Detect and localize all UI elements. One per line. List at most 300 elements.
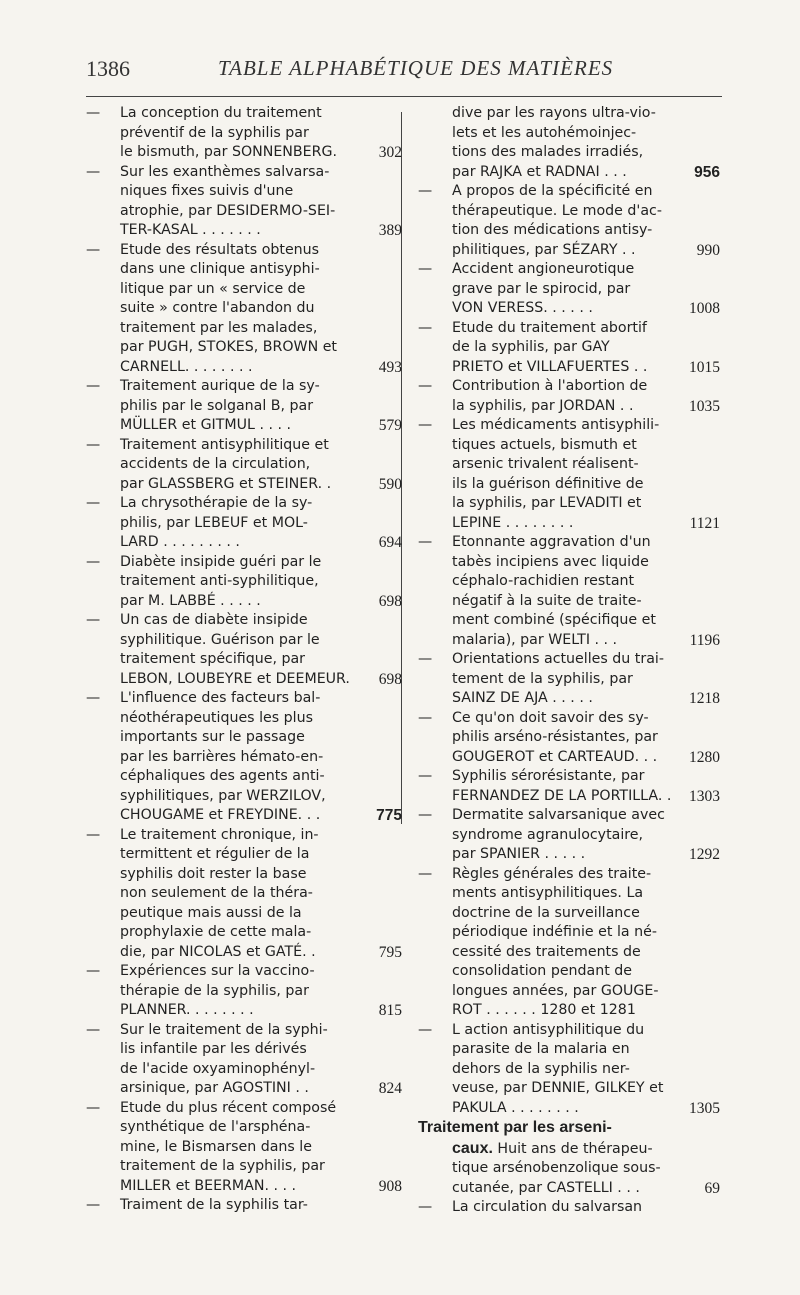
entry-line: [120, 1040, 392, 1060]
entry-text: par PUGH, STOKES, BROWN et: [120, 339, 337, 355]
entry-text: dive par les rayons ultra-vio-: [452, 105, 656, 121]
entry-line: [452, 904, 748, 924]
index-entry: [418, 182, 748, 260]
entry-text: philitiques, par SÉZARY . .: [452, 241, 636, 258]
entry-line: [120, 221, 402, 241]
entry-text: consolidation pendant de: [452, 963, 633, 979]
entry-line: [120, 182, 392, 202]
entry-text: prophylaxie de cette mala-: [120, 924, 312, 940]
entry-line: [86, 689, 392, 709]
right-column: [418, 104, 748, 1218]
entry-dash: —: [86, 436, 101, 453]
page-reference: 795: [378, 943, 402, 961]
entry-line: [452, 1099, 748, 1119]
entry-text: Expériences sur la vaccino-: [120, 963, 315, 979]
entry-line: [120, 202, 392, 222]
entry-text: Traitement aurique de la sy-: [120, 378, 320, 394]
page-reference: 493: [378, 358, 402, 376]
entry-line: [120, 1001, 402, 1021]
entry-text: Diabète insipide guéri par le: [120, 553, 322, 570]
entry-line: [120, 475, 402, 495]
entry-text: Sur les exanthèmes salvarsa-: [120, 163, 330, 180]
entry-line: [120, 1118, 392, 1138]
entry-dash: —: [418, 807, 433, 823]
entry-line: [120, 709, 392, 729]
entry-text: thérapie de la syphilis, par: [120, 982, 309, 999]
entry-text: niques fixes suivis d'une: [120, 183, 294, 199]
entry-text: peutique mais aussi de la: [120, 904, 302, 921]
entry-text: de l'acide oxyaminophényl-: [120, 1060, 316, 1077]
entry-dash: —: [86, 163, 101, 180]
entry-text: ments antisyphilitiques. La: [452, 885, 644, 901]
entry-text: Ce qu'on doit savoir des sy-: [452, 709, 649, 726]
entry-line: [120, 1138, 392, 1158]
entry-line: [452, 689, 748, 709]
entry-dash: —: [418, 261, 433, 277]
entry-line: [452, 611, 748, 631]
entry-text: philis arséno-résistantes, par: [452, 729, 658, 745]
entry-dash: —: [86, 1099, 101, 1116]
entry-line: [452, 826, 748, 846]
section-line: [418, 1139, 748, 1160]
entry-text: traitement anti-syphilitique,: [120, 573, 319, 589]
entry-line: [120, 865, 392, 885]
index-entry: [86, 962, 402, 1021]
entry-text: CARNELL. . . . . . . .: [120, 358, 253, 375]
entry-dash: —: [418, 865, 433, 882]
entry-dash: —: [86, 105, 101, 121]
entry-line: [120, 884, 392, 904]
entry-text: Traitement antisyphilitique et: [120, 436, 329, 453]
entry-text: malaria), par WELTI . . .: [452, 631, 618, 648]
page-reference: 990: [696, 241, 720, 259]
running-title: TABLE ALPHABÉTIQUE DES MATIÈRES: [218, 56, 614, 80]
index-entry: [86, 163, 402, 241]
entry-line: [120, 845, 392, 865]
entry-text: ment combiné (spécifique et: [452, 612, 656, 628]
page-reference: 590: [378, 475, 402, 493]
entry-text: syphilitique. Guérison par le: [120, 631, 320, 648]
index-entry: [86, 1196, 392, 1216]
entry-text: parasite de la malaria en: [452, 1041, 630, 1057]
index-entry: [418, 416, 748, 533]
entry-line: [418, 865, 748, 885]
entry-text: La conception du traitement: [120, 105, 322, 121]
index-entry: [86, 377, 402, 436]
entry-line: [418, 377, 748, 397]
entry-text: Les médicaments antisyphili-: [452, 417, 660, 433]
entry-line: [120, 631, 392, 651]
entry-line: [452, 962, 748, 982]
entry-text: Etonnante aggravation d'un: [452, 534, 651, 550]
entry-line: [86, 436, 392, 456]
entry-text: LARD . . . . . . . . .: [120, 534, 240, 550]
entry-text: la syphilis, par JORDAN . .: [452, 397, 634, 414]
entry-line: [120, 943, 402, 963]
index-entry: [418, 1021, 748, 1119]
index-entry: [418, 319, 748, 378]
entry-line: [120, 397, 392, 417]
entry-line: [452, 572, 748, 592]
section-heading: Traitement par les arseni-: [418, 1119, 612, 1136]
page-reference: 815: [378, 1002, 402, 1019]
index-entry: [418, 767, 748, 806]
entry-text: traitement de la syphilis, par: [120, 1158, 325, 1174]
entry-line: [86, 611, 392, 631]
entry-text: le bismuth, par SONNENBERG.: [120, 144, 337, 160]
index-entry: [418, 865, 748, 1021]
entry-line: [452, 436, 748, 456]
page-reference: 1280: [689, 748, 720, 766]
entry-text: veuse, par DENNIE, GILKEY et: [452, 1080, 664, 1096]
entry-line: [86, 553, 392, 573]
entry-line: [120, 767, 392, 787]
entry-dash: —: [418, 1199, 433, 1215]
page-reference: 302: [378, 144, 402, 161]
entry-text: dans une clinique antisyphi-: [120, 261, 320, 277]
section-line: [418, 1179, 748, 1199]
entry-text: GOUGEROT et CARTEAUD. . .: [452, 748, 658, 765]
entry-line: [452, 338, 748, 358]
index-entry: [86, 611, 402, 689]
entry-line: [452, 553, 748, 573]
page-reference: 1305: [689, 1099, 720, 1117]
entry-line: [86, 1099, 392, 1119]
entry-text: tion des médications antisy-: [452, 222, 653, 238]
entry-text: longues années, par GOUGE-: [452, 982, 659, 999]
continued-entry: [418, 104, 748, 182]
entry-line: [418, 650, 748, 670]
entry-line: [452, 143, 748, 163]
entry-text: tions des malades irradiés,: [452, 144, 644, 160]
entry-dash: —: [418, 319, 433, 336]
entry-line: [452, 728, 748, 748]
page-reference: 1292: [689, 846, 720, 863]
section-arsenicaux: [418, 1118, 748, 1198]
entry-text: MILLER et BEERMAN. . . .: [120, 1177, 297, 1194]
page-reference: 1218: [689, 690, 720, 707]
entry-text: thérapeutique. Le mode d'ac-: [452, 202, 662, 219]
entry-dash: —: [86, 612, 101, 628]
page-reference: 69: [704, 1179, 720, 1197]
entry-line: [452, 923, 748, 943]
entry-line: [452, 104, 748, 124]
entry-text: par GLASSBERG et STEINER. .: [120, 475, 332, 492]
entry-text: tabès incipiens avec liquide: [452, 553, 649, 570]
entry-text: syndrome agranulocytaire,: [452, 826, 644, 843]
entry-text: mine, le Bismarsen dans le: [120, 1138, 312, 1155]
entry-line: [452, 358, 748, 378]
entry-text: lets et les autohémoinjec-: [452, 124, 637, 141]
entry-line: [120, 592, 402, 612]
entry-text: importants sur le passage: [120, 729, 305, 745]
entry-text: Traiment de la syphilis tar-: [120, 1197, 308, 1213]
entry-line: [86, 962, 392, 982]
entry-text: Dermatite salvarsanique avec: [452, 807, 665, 823]
entry-line: [120, 650, 392, 670]
index-entry: [86, 553, 402, 612]
entry-line: [120, 533, 402, 553]
entry-dash: —: [86, 1021, 101, 1038]
entry-line: [452, 514, 748, 534]
page-reference: 908: [378, 1177, 402, 1195]
entry-text: L action antisyphilitique du: [452, 1021, 645, 1038]
page-reference: 389: [378, 222, 402, 239]
section-line: [418, 1159, 748, 1179]
entry-text: CHOUGAME et FREYDINE. . .: [120, 807, 321, 823]
entry-text: par RAJKA et RADNAI . . .: [452, 163, 627, 180]
entry-text: PLANNER. . . . . . . .: [120, 1002, 254, 1018]
entry-text: Le traitement chronique, in-: [120, 826, 319, 843]
entry-text: négatif à la suite de traite-: [452, 592, 642, 609]
entry-line: [120, 299, 392, 319]
entry-line: [452, 748, 748, 768]
entry-dash: —: [418, 651, 433, 667]
entry-text: Règles générales des traite-: [452, 865, 652, 882]
entry-line: [120, 514, 392, 534]
entry-line: [120, 319, 392, 339]
entry-line: [452, 982, 748, 1002]
page-number: 1386: [86, 56, 130, 81]
entry-line: [120, 143, 402, 163]
entry-line: [452, 1001, 748, 1021]
entry-text: Syphilis sérorésistante, par: [452, 768, 645, 784]
section-heading-continuation: caux.: [452, 1139, 493, 1157]
entry-line: [452, 884, 748, 904]
entry-text: céphaliques des agents anti-: [120, 768, 325, 784]
entry-line: [418, 767, 748, 787]
entry-text: ROT . . . . . . 1280 et 1281: [452, 1002, 636, 1018]
entry-line: [120, 358, 402, 378]
entry-line: [452, 475, 748, 495]
column-divider: [401, 112, 402, 824]
entry-text: La chrysothérapie de la sy-: [120, 495, 313, 511]
entry-text: VON VERESS. . . . . .: [452, 300, 593, 316]
entry-text: de la syphilis, par GAY: [452, 339, 610, 355]
entry-line: [452, 787, 748, 807]
entry-line: [452, 592, 748, 612]
entry-line: [86, 163, 392, 183]
entry-line: [86, 826, 392, 846]
entry-text: grave par le spirocid, par: [452, 280, 631, 297]
entry-line: [452, 202, 748, 222]
index-entry: [86, 241, 402, 378]
entry-text: syphilitiques, par WERZILOV,: [120, 787, 326, 804]
index-entry: [418, 533, 748, 650]
entry-line: [120, 338, 392, 358]
left-column: [86, 104, 402, 1216]
entry-line: [452, 124, 748, 144]
entry-line: [452, 1040, 748, 1060]
entry-text: Etude du plus récent composé: [120, 1099, 337, 1116]
entry-line: [86, 241, 392, 261]
entry-dash: —: [86, 1197, 101, 1213]
page-reference: 579: [378, 417, 402, 434]
entry-line: [120, 455, 392, 475]
entry-line: [452, 494, 748, 514]
entry-line: [120, 1079, 402, 1099]
entry-text: A propos de la spécificité en: [452, 183, 653, 199]
page-reference: 698: [378, 670, 402, 688]
entry-text: LEPINE . . . . . . . .: [452, 514, 574, 531]
entry-text: ils la guérison définitive de: [452, 475, 644, 492]
entry-text: Contribution à l'abortion de: [452, 378, 648, 394]
index-entry: [86, 104, 402, 163]
entry-line: [86, 494, 392, 514]
entry-dash: —: [418, 417, 433, 433]
entry-line: [120, 124, 392, 144]
entry-line: [120, 923, 392, 943]
index-entry: [86, 1021, 402, 1099]
entry-line: [120, 670, 402, 690]
entry-text: traitement par les malades,: [120, 319, 318, 336]
entry-text: MÜLLER et GITMUL . . . .: [120, 417, 292, 433]
entry-line: [418, 806, 748, 826]
entry-line: [120, 982, 392, 1002]
entry-text: Un cas de diabète insipide: [120, 612, 308, 628]
entry-dash: —: [86, 241, 101, 258]
entry-text: cutanée, par CASTELLI . . .: [452, 1179, 640, 1196]
entry-line: [418, 1198, 748, 1218]
page-header: [0, 0, 800, 100]
entry-line: [120, 1060, 392, 1080]
entry-line: [418, 533, 748, 553]
index-entry: [418, 650, 748, 709]
entry-text: philis, par LEBEUF et MOL-: [120, 514, 308, 531]
entry-text: Orientations actuelles du trai-: [452, 651, 664, 667]
index-entry: [86, 1099, 402, 1197]
entry-text: par M. LABBÉ . . . . .: [120, 592, 261, 609]
entry-text: L'influence des facteurs bal-: [120, 690, 321, 706]
entry-dash: —: [86, 690, 101, 706]
entry-line: [120, 806, 402, 826]
entry-text: philis par le solganal B, par: [120, 397, 314, 414]
entry-text: accidents de la circulation,: [120, 456, 311, 472]
entry-line: [452, 299, 748, 319]
entry-text: FERNANDEZ DE LA PORTILLA. .: [452, 787, 672, 804]
entry-text: litique par un « service de: [120, 280, 306, 297]
entry-line: [452, 397, 748, 417]
entry-line: [452, 1060, 748, 1080]
section-heading-line: [418, 1118, 748, 1139]
entry-line: [418, 1021, 748, 1041]
entry-line: [452, 670, 748, 690]
entry-text: tiques actuels, bismuth et: [452, 436, 637, 453]
entry-line: [452, 631, 748, 651]
entry-text: néothérapeutiques les plus: [120, 709, 313, 726]
entry-line: [120, 280, 392, 300]
entry-line: [86, 1196, 392, 1216]
entry-line: [86, 377, 392, 397]
entry-text: La circulation du salvarsan: [452, 1199, 643, 1215]
entry-dash: —: [86, 495, 101, 511]
entry-text: SAINZ DE AJA . . . . .: [452, 690, 593, 706]
entry-text: PRIETO et VILLAFUERTES . .: [452, 358, 648, 375]
entry-line: [120, 787, 392, 807]
entry-dash: —: [86, 553, 101, 570]
entry-line: [120, 748, 392, 768]
entry-text: la syphilis, par LEVADITI et: [452, 495, 642, 511]
entry-text: LEBON, LOUBEYRE et DEEMEUR.: [120, 670, 350, 687]
entry-dash: —: [418, 534, 433, 550]
entry-line: [452, 163, 748, 183]
entry-line: [120, 904, 392, 924]
page-reference: 1121: [689, 514, 720, 532]
entry-text: syphilis doit rester la base: [120, 865, 307, 882]
entry-text: doctrine de la surveillance: [452, 904, 640, 921]
entry-text: suite » contre l'abandon du: [120, 300, 315, 316]
entry-line: [452, 280, 748, 300]
entry-line: [452, 1079, 748, 1099]
entry-text: Etude des résultats obtenus: [120, 241, 320, 258]
index-entry: [418, 260, 748, 319]
page-reference: 824: [378, 1080, 402, 1097]
entry-text: termittent et régulier de la: [120, 846, 310, 862]
index-entry: [418, 377, 748, 416]
page-reference: 694: [378, 534, 402, 551]
entry-text: PAKULA . . . . . . . .: [452, 1099, 579, 1116]
entry-text: Sur le traitement de la syphi-: [120, 1021, 328, 1038]
index-entry: [86, 436, 402, 495]
entry-line: [452, 241, 748, 261]
entry-dash: —: [86, 378, 101, 394]
entry-text: lis infantile par les dérivés: [120, 1041, 307, 1057]
entry-line: [120, 1157, 392, 1177]
entry-dash: —: [418, 378, 433, 394]
entry-text: synthétique de l'arsphéna-: [120, 1119, 311, 1135]
entry-text: Accident angioneurotique: [452, 261, 635, 277]
entry-text: Etude du traitement abortif: [452, 319, 647, 336]
entry-dash: —: [86, 826, 101, 843]
entry-line: [120, 416, 402, 436]
entry-line: [418, 319, 748, 339]
page-reference: 956: [694, 163, 720, 181]
index-entry: [418, 709, 748, 768]
entry-text: traitement spécifique, par: [120, 651, 306, 667]
entry-text: dehors de la syphilis ner-: [452, 1060, 630, 1077]
entry-text: par SPANIER . . . . .: [452, 846, 586, 862]
entry-dash: —: [418, 1021, 433, 1038]
entry-dash: —: [86, 963, 101, 979]
page-reference: 1015: [689, 358, 720, 376]
entry-line: [418, 260, 748, 280]
page-reference: 1303: [689, 787, 720, 805]
entry-line: [86, 1021, 392, 1041]
page-reference: 1008: [689, 300, 720, 317]
index-entry: [86, 826, 402, 963]
entry-line: [452, 455, 748, 475]
index-entry: [418, 1198, 748, 1218]
entry-text: TER-KASAL . . . . . . .: [120, 222, 261, 238]
entry-dash: —: [418, 709, 433, 726]
entry-dash: —: [418, 183, 433, 199]
entry-line: [418, 416, 748, 436]
entry-text: cessité des traitements de: [452, 943, 641, 960]
entry-text: arsinique, par AGOSTINI . .: [120, 1080, 309, 1096]
entry-line: [418, 709, 748, 729]
entry-line: [86, 104, 392, 124]
entry-line: [120, 572, 392, 592]
entry-text: céphalo-rachidien restant: [452, 573, 635, 589]
page-reference: 698: [378, 592, 402, 610]
index-entry: [418, 806, 748, 865]
header-rule: [86, 96, 722, 97]
entry-line: [418, 182, 748, 202]
index-entry: [86, 494, 402, 553]
entry-line: [120, 728, 392, 748]
entry-line: [452, 221, 748, 241]
entry-text: atrophie, par DESIDERMO-SEI-: [120, 202, 336, 219]
